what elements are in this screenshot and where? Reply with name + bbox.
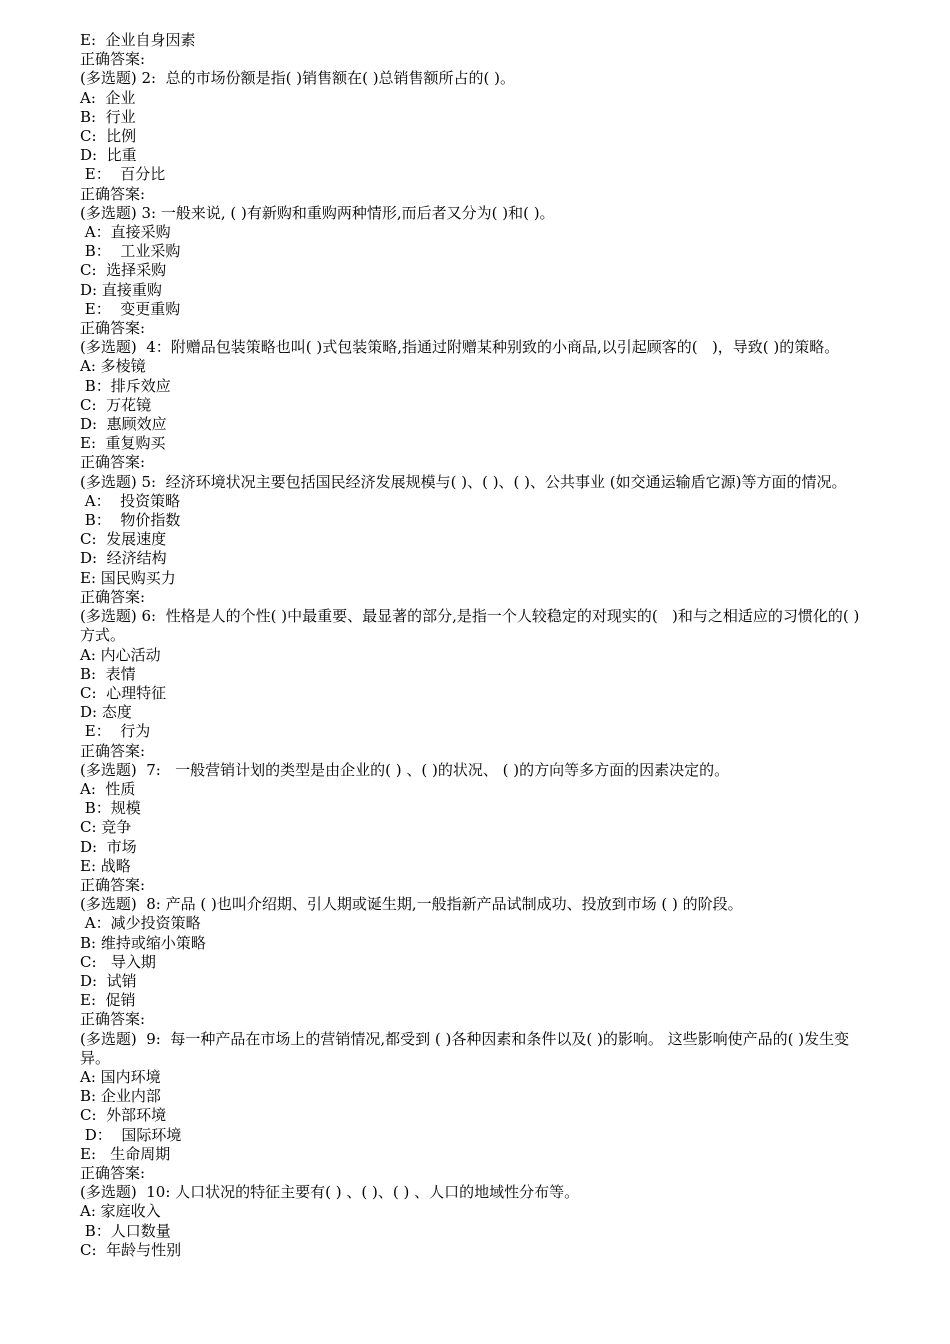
answer-option: E: 生命周期 — [80, 1144, 171, 1163]
question-stem: (多选题) 5: 经济环境状况主要包括国民经济发展规模与( )、( )、( )、公共事业 (如交通运输盾它源)等方面的情况。 — [80, 472, 847, 491]
answer-option: D: 市场 — [80, 837, 137, 856]
answer-option: E： 行为 — [80, 722, 151, 741]
answer-option: E: 重复购买 — [80, 434, 166, 453]
answer-option: D: 经济结构 — [80, 549, 167, 568]
answer-option: A: 企业 — [80, 88, 136, 107]
answer-option: C: 万花镜 — [80, 395, 152, 414]
answer-option: A：减少投资策略 — [80, 914, 201, 933]
answer-option: E： 变更重购 — [80, 299, 181, 318]
answer-option: A： 投资策略 — [80, 491, 181, 510]
answer-option: A: 家庭收入 — [80, 1202, 161, 1221]
answer-label: 正确答案: — [80, 50, 146, 69]
answer-option: D: 惠顾效应 — [80, 415, 167, 434]
answer-option: B: 企业内部 — [80, 1087, 161, 1106]
answer-label: 正确答案: — [80, 587, 146, 606]
answer-option: B： 物价指数 — [80, 511, 181, 530]
answer-option: C: 心理特征 — [80, 683, 167, 702]
answer-label: 正确答案: — [80, 741, 146, 760]
answer-option: D: 直接重购 — [80, 280, 162, 299]
answer-option: A: 内心活动 — [80, 645, 161, 664]
answer-label: 正确答案: — [80, 875, 146, 894]
question-stem: (多选题) 9: 每一种产品在市场上的营销情况,都受到 ( )各种因素和条件以及( )的影响。 这些影响使产品的( )发生变异。 — [80, 1029, 850, 1067]
answer-option: D: 试销 — [80, 971, 137, 990]
answer-option: D: 态度 — [80, 703, 132, 722]
question-stem: (多选题) 3: 一般来说, ( )有新购和重购两种情形,而后者又分为( )和( )。 — [80, 203, 555, 222]
answer-option: A: 国内环境 — [80, 1067, 161, 1086]
answer-option: C: 发展速度 — [80, 530, 167, 549]
answer-option: A: 性质 — [80, 779, 136, 798]
answer-option: D: 比重 — [80, 146, 137, 165]
question-stem: (多选题) 8: 产品 ( )也叫介绍期、引人期或诞生期,一般指新产品试制成功、投放到市场 ( ) 的阶段。 — [80, 895, 743, 914]
answer-option: A：直接采购 — [80, 223, 171, 242]
answer-option: B: 维持或缩小策略 — [80, 933, 206, 952]
answer-option: B： 工业采购 — [80, 242, 181, 261]
answer-label: 正确答案: — [80, 184, 146, 203]
question-stem: (多选题) 2: 总的市场份额是指( )销售额在( )总销售额所占的( )。 — [80, 69, 516, 88]
answer-option: B：排斥效应 — [80, 376, 171, 395]
answer-option: C: 选择采购 — [80, 261, 167, 280]
answer-label: 正确答案: — [80, 1010, 146, 1029]
question-stem: (多选题) 6: 性格是人的个性( )中最重要、最显著的部分,是指一个人较稳定的对现实的( )和与之相适应的习惯化的( )方式。 — [80, 607, 860, 645]
answer-option: D： 国际环境 — [80, 1125, 182, 1144]
answer-label: 正确答案: — [80, 1163, 146, 1182]
answer-option: E: 战略 — [80, 856, 131, 875]
answer-option: E: 促销 — [80, 991, 136, 1010]
answer-option: C: 年龄与性别 — [80, 1240, 182, 1259]
answer-option: B：人口数量 — [80, 1221, 171, 1240]
answer-option: B: 表情 — [80, 664, 136, 683]
question-stem: (多选题) 7: 一般营销计划的类型是由企业的( ) 、( )的状况、 ( )的方向等多方面的因素决定的。 — [80, 760, 730, 779]
answer-option: E: 企业自身因素 — [80, 31, 196, 49]
answer-label: 正确答案: — [80, 453, 146, 472]
answer-option: C: 比例 — [80, 127, 137, 146]
answer-option: B：规模 — [80, 799, 141, 818]
answer-option: C: 导入期 — [80, 952, 156, 971]
answer-option: A: 多棱镜 — [80, 357, 146, 376]
answer-option: E: 国民购买力 — [80, 568, 176, 587]
answer-option: E： 百分比 — [80, 165, 166, 184]
question-stem: (多选题) 4：附赠品包装策略也叫( )式包装策略,指通过附赠某种别致的小商品,以引起顾客的( )，导致( )的策略。 — [80, 338, 840, 357]
answer-label: 正确答案: — [80, 319, 146, 338]
answer-option: C: 竞争 — [80, 818, 132, 837]
question-stem: (多选题) 10: 人口状况的特征主要有( ) 、( )、( ) 、人口的地域性分布等。 — [80, 1183, 580, 1202]
answer-option: B: 行业 — [80, 107, 136, 126]
answer-option: C: 外部环境 — [80, 1106, 167, 1125]
